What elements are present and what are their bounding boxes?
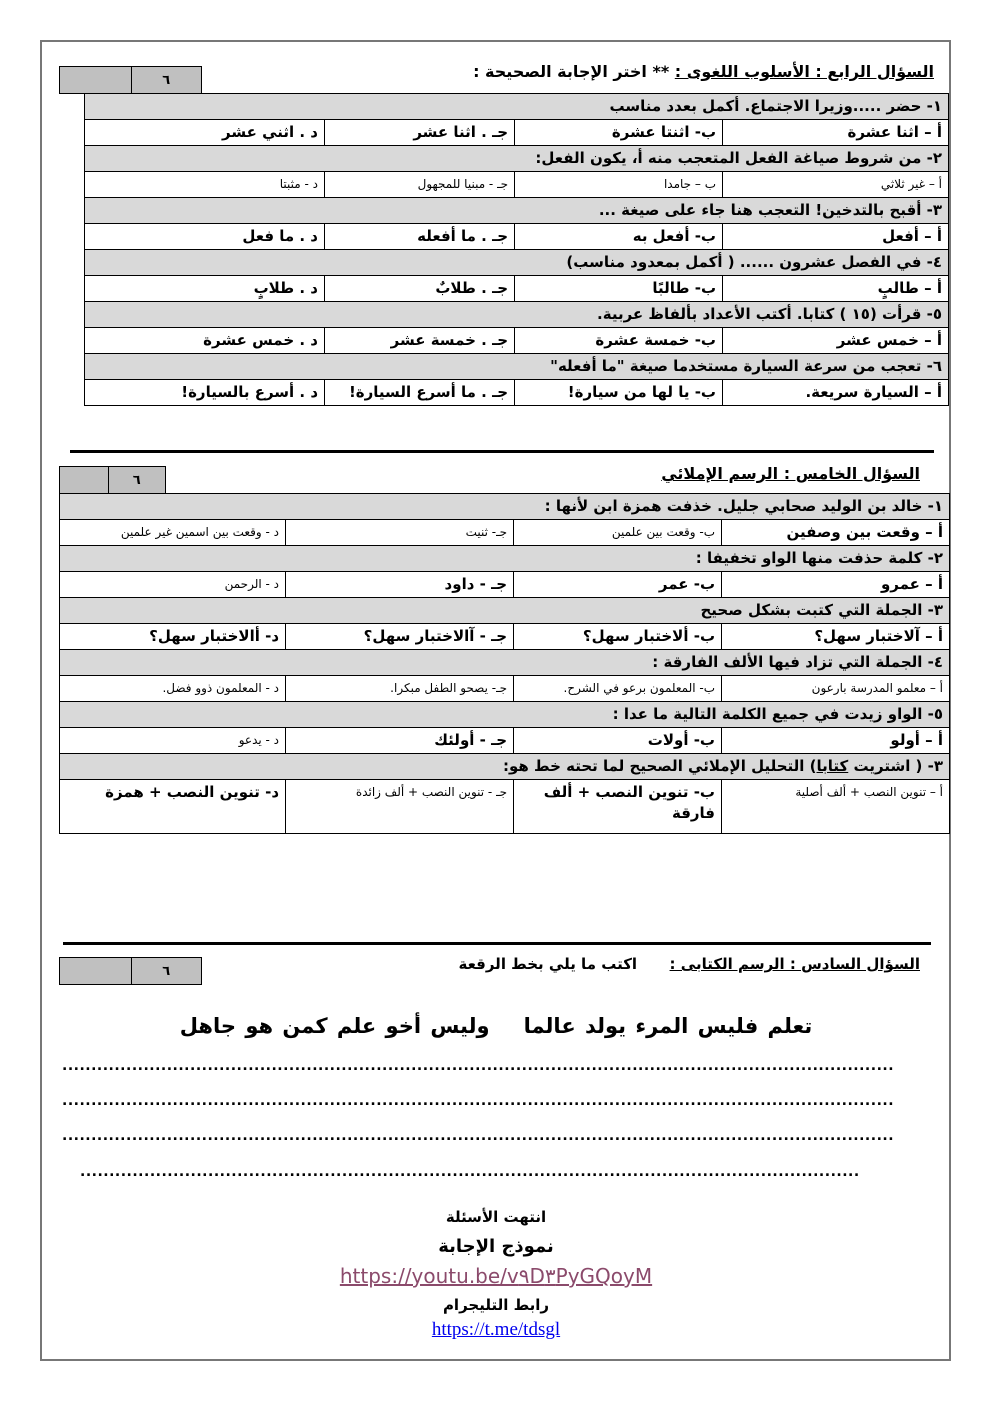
q5-stem-6-post: ) التحليل الإملائي الصحيح لما تحته خط هو: — [502, 757, 817, 775]
q6-score-value: ٦ — [131, 958, 202, 984]
q5-title — [661, 464, 920, 483]
verse-part-2: وليس أخو علم كمن هو جاهل — [179, 1014, 490, 1038]
writing-line-3[interactable]: ............................................................................................................................................... — [62, 1128, 895, 1144]
q4-stem-1: ١- حضر .....وزيرا الاجتماع. أكمل بعدد مناسب — [85, 94, 949, 120]
q5-3-option-d[interactable]: د- أالاختبار سهل؟ — [60, 624, 286, 650]
end-of-questions: انتهت الأسئلة — [445, 1208, 547, 1226]
q4-4-option-b[interactable]: ب- طالبًا — [515, 276, 723, 302]
q6-instruction: اكتب ما يلي بخط الرقعة — [458, 955, 638, 973]
q4-3-option-a[interactable]: أ – أفعل — [723, 224, 949, 250]
q4-instruction: ** اختر الإجابة الصحيحة : — [473, 62, 670, 81]
q5-stem-6 — [60, 754, 950, 780]
q6-score-box — [59, 957, 202, 985]
q4-4-option-a[interactable]: أ – طالبٍ — [723, 276, 949, 302]
q5-1-option-b[interactable]: ب- وقعت بين علمين — [514, 520, 722, 546]
q5-5-option-a[interactable]: أ – أولو — [722, 728, 950, 754]
q5-5-option-b[interactable]: ب- أولات — [514, 728, 722, 754]
q5-1-option-a[interactable]: أ – وقعت بين وصفين — [722, 520, 950, 546]
q4-5-option-a[interactable]: أ – خمس عشر — [723, 328, 949, 354]
q4-1-option-c[interactable]: جـ . اثنا عشر — [325, 120, 515, 146]
q4-1-option-a[interactable]: أ – اثنا عشرة — [723, 120, 949, 146]
q5-stem-3: ٣- الجملة التي كتبت بشكل صحيح — [60, 598, 950, 624]
q4-heading: السؤال الرابع : الأسلوب اللغوى : — [674, 62, 934, 81]
q4-2-option-c[interactable]: جـ - مبنيا للمجهول — [325, 172, 515, 198]
q4-stem-2: ٢- من شروط صياغة الفعل المتعجب منه أ، يكون الفعل: — [85, 146, 949, 172]
q5-heading: السؤال الخامس : الرسم الإملائي — [661, 464, 920, 483]
writing-line-1[interactable]: ............................................................................................................................................... — [62, 1058, 895, 1074]
verse-part-1: تعلم فليس المرء يولد عالما — [523, 1014, 813, 1038]
q4-5-option-c[interactable]: جـ . خمسة عشر — [325, 328, 515, 354]
q5-4-option-d[interactable]: د - المعلمون ذوو فضل. — [60, 676, 286, 702]
q4-stem-4: ٤- في الفصل عشرون ...... ( أكمل بمعدود مناسب) — [85, 250, 949, 276]
q4-6-option-a[interactable]: أ – السيارة سريعة. — [723, 380, 949, 406]
q5-1-option-c[interactable]: جـ- ثنيت — [286, 520, 514, 546]
q5-4-option-c[interactable]: جـ- يصحو الطفل مبكرا. — [286, 676, 514, 702]
q5-stem-2: ٢- كلمة حذفت منها الواو تخفيفا : — [60, 546, 950, 572]
telegram-link[interactable]: https://t.me/tdsgl — [431, 1319, 561, 1340]
q4-stem-3: ٣- أقبح بالتدخين! التعجب هنا جاء على صيغة ... — [85, 198, 949, 224]
q5-6-option-d[interactable]: د- تنوين النصب + همزة — [60, 780, 286, 834]
youtube-link[interactable]: https://youtu.be/v٩D٣PyGQoyM — [339, 1264, 653, 1288]
writing-line-2[interactable]: ............................................................................................................................................... — [62, 1093, 895, 1109]
q4-1-option-b[interactable]: ب- اثنتا عشرة — [515, 120, 723, 146]
q6-title — [458, 955, 920, 973]
q4-3-option-b[interactable]: ب- أفعل به — [515, 224, 723, 250]
q5-6-option-c[interactable]: جـ - تنوين النصب + ألف زائدة — [286, 780, 514, 834]
q4-1-option-d[interactable]: د . اثني عشر — [85, 120, 325, 146]
q4-5-option-d[interactable]: د . خمس عشرة — [85, 328, 325, 354]
q4-score-value: ٦ — [131, 67, 202, 93]
q4-4-option-c[interactable]: جـ . طلابٌ — [325, 276, 515, 302]
q5-5-option-c[interactable]: جـ - أولئك — [286, 728, 514, 754]
writing-line-4[interactable]: ...................................................................................................................................... — [80, 1164, 860, 1180]
q5-6-option-a[interactable]: أ – تنوين النصب + ألف أصلية — [722, 780, 950, 834]
q5-2-option-d[interactable]: د - الرحمن — [60, 572, 286, 598]
q6-heading: السؤال السادس : الرسم الكتابى : — [669, 955, 920, 973]
q5-4-option-b[interactable]: ب- المعلمون برعو في الشرح. — [514, 676, 722, 702]
q5-2-option-b[interactable]: ب- عمر — [514, 572, 722, 598]
q5-stem-1: ١- خالد بن الوليد صحابي جليل. خذفت همزة ابن لأنها : — [60, 494, 950, 520]
q4-score-blank — [60, 67, 131, 93]
q5-6-option-b[interactable]: ب- تنوين النصب + ألف فارقة — [514, 780, 722, 834]
q6-score-blank — [60, 958, 131, 984]
q5-table — [59, 493, 950, 834]
answer-model-label: نموذج الإجابة — [438, 1236, 554, 1257]
q5-3-option-c[interactable]: جـ - آالاختبار سهل؟ — [286, 624, 514, 650]
q5-stem-5: ٥- الواو زيدت في جميع الكلمة التالية ما عدا : — [60, 702, 950, 728]
q5-score-blank — [60, 467, 108, 493]
section-divider-2 — [63, 942, 931, 945]
q4-2-option-b[interactable]: ب – جامدا — [515, 172, 723, 198]
q4-5-option-b[interactable]: ب- خمسة عشرة — [515, 328, 723, 354]
q5-2-option-c[interactable]: جـ - داود — [286, 572, 514, 598]
telegram-label: رابط التليجرام — [442, 1296, 550, 1314]
q5-1-option-d[interactable]: د - وقعت بين اسمين غير علمين — [60, 520, 286, 546]
q4-3-option-c[interactable]: جـ . ما أفعله — [325, 224, 515, 250]
q5-5-option-d[interactable]: د - يدعو — [60, 728, 286, 754]
q4-3-option-d[interactable]: د . ما فعل — [85, 224, 325, 250]
q4-stem-6: ٦- تعجب من سرعة السيارة مستخدما صيغة "ما أفعله" — [85, 354, 949, 380]
q5-stem-6-underlined: كتابا — [816, 757, 849, 775]
q4-table — [84, 93, 949, 406]
q4-stem-5: ٥- قرأت (١٥ ) كتابا. أكتب الأعداد بألفاظ عربية. — [85, 302, 949, 328]
q5-stem-6-pre: ٣- ( اشتريت — [848, 757, 944, 775]
section-divider-1 — [70, 450, 934, 453]
q4-6-option-b[interactable]: ب- يا لها من سيارة! — [515, 380, 723, 406]
q5-score-value: ٦ — [108, 467, 165, 493]
q4-2-option-d[interactable]: د - مثبتا — [85, 172, 325, 198]
verse-line — [0, 1014, 992, 1038]
q5-4-option-a[interactable]: أ – معلمو المدرسة بارعون — [722, 676, 950, 702]
q5-stem-4: ٤- الجملة التي تزاد فيها الألف الفارقة : — [60, 650, 950, 676]
q5-score-box — [59, 466, 166, 494]
q4-6-option-d[interactable]: د . أسرع بالسيارة! — [85, 380, 325, 406]
q4-title — [473, 62, 934, 81]
q5-2-option-a[interactable]: أ – عمرو — [722, 572, 950, 598]
q4-6-option-c[interactable]: جـ . ما أسرع السيارة! — [325, 380, 515, 406]
q4-score-box — [59, 66, 202, 94]
q4-4-option-d[interactable]: د . طلابٍ — [85, 276, 325, 302]
q5-3-option-b[interactable]: ب- ألاختبار سهل؟ — [514, 624, 722, 650]
q4-2-option-a[interactable]: أ – غير ثلاثي — [723, 172, 949, 198]
q5-3-option-a[interactable]: أ – آلاختبار سهل؟ — [722, 624, 950, 650]
